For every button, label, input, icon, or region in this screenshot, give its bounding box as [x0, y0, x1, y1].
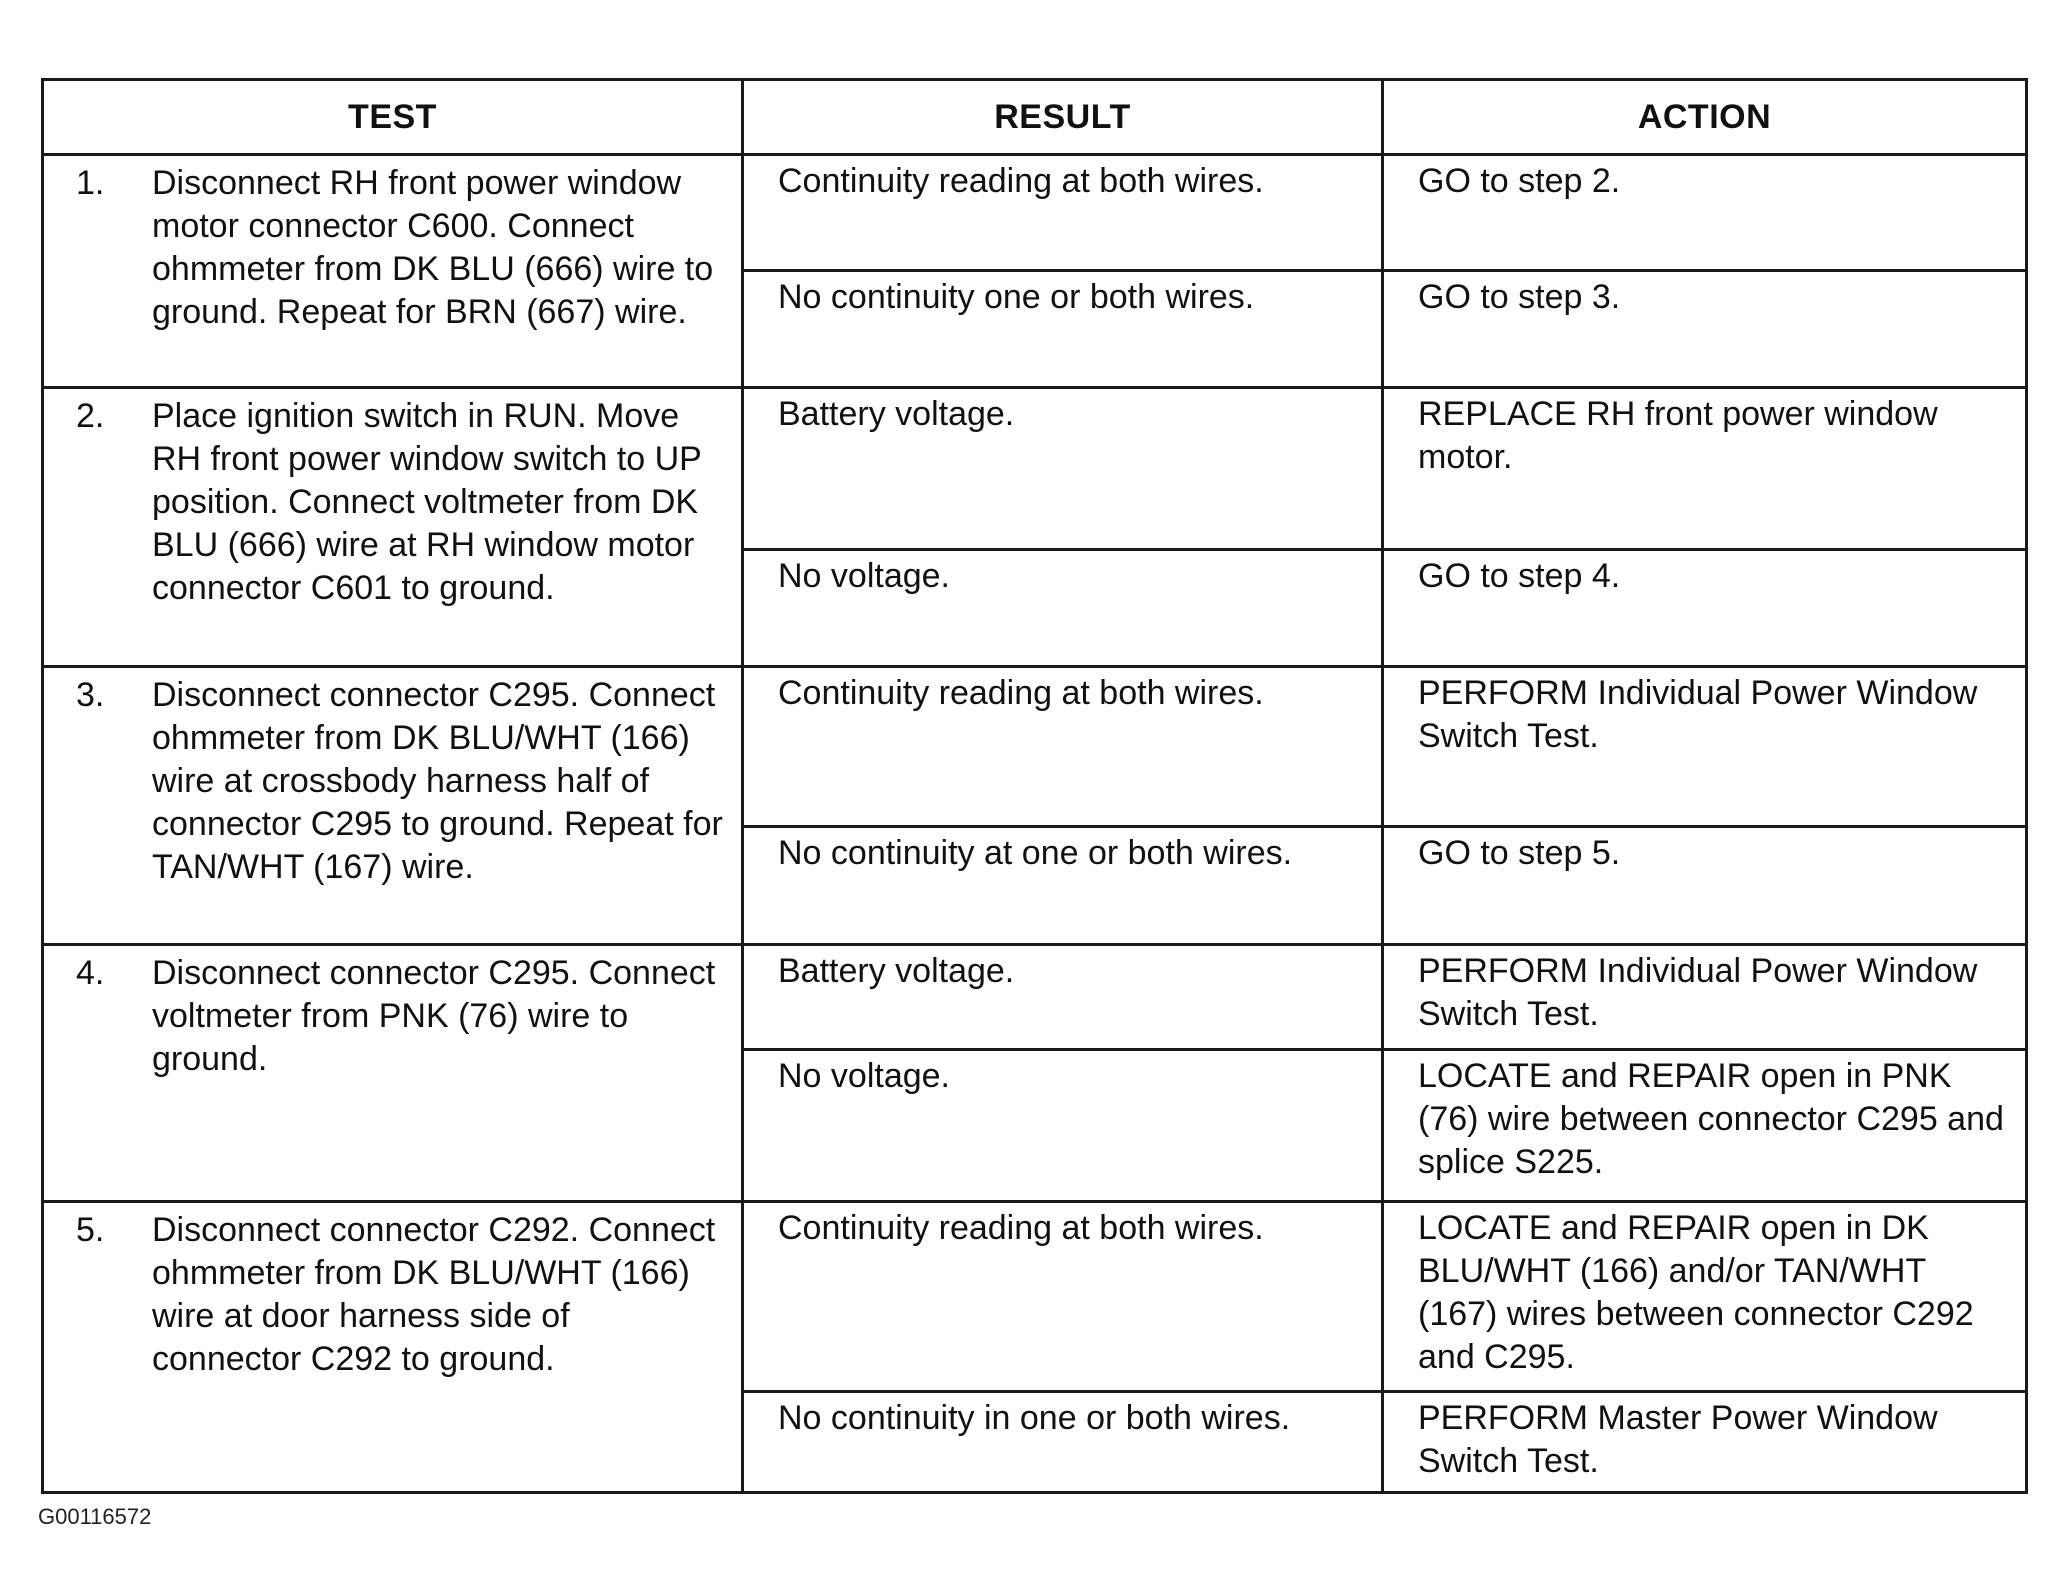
action-cell: [1383, 1202, 2027, 1392]
step-number: 4.: [76, 954, 105, 992]
test-cell: [43, 388, 743, 667]
action-cell: [1383, 550, 2027, 667]
result-cell: [743, 1050, 1383, 1202]
test-description: Disconnect connector C295. Connect ohmmeter from DK BLU/WHT (166) wire at crossbody harness half of connector C295 to ground. Repeat for TAN/WHT (167) wire.: [152, 676, 723, 886]
result-text: Continuity reading at both wires.: [778, 674, 1264, 712]
action-cell: [1383, 1392, 2027, 1493]
step-number: 5.: [76, 1211, 105, 1249]
result-cell: [743, 271, 1383, 388]
action-text: PERFORM Individual Power Window Switch Test.: [1418, 674, 1978, 755]
action-cell: [1383, 155, 2027, 271]
test-description: Place ignition switch in RUN. Move RH front power window switch to UP position. Connect voltmeter from DK BLU (666) wire at RH window motor connector C601 to ground.: [152, 397, 702, 607]
header-row: [43, 80, 2027, 155]
action-cell: [1383, 667, 2027, 827]
step-number: 2.: [76, 397, 105, 435]
action-text: PERFORM Individual Power Window Switch Test.: [1418, 952, 1978, 1033]
action-cell: [1383, 388, 2027, 550]
result-cell: [743, 388, 1383, 550]
result-cell: [743, 1202, 1383, 1392]
result-cell: [743, 1392, 1383, 1493]
result-text: Continuity reading at both wires.: [778, 1209, 1264, 1247]
action-cell: [1383, 271, 2027, 388]
action-cell: [1383, 827, 2027, 945]
result-cell: [743, 667, 1383, 827]
test-description: Disconnect connector C292. Connect ohmmeter from DK BLU/WHT (166) wire at door harness side of connector C292 to ground.: [152, 1211, 716, 1378]
header-action: ACTION: [1383, 80, 2027, 155]
action-cell: [1383, 1050, 2027, 1202]
result-text: Battery voltage.: [778, 952, 1015, 990]
test-cell: [43, 155, 743, 388]
table-row: [43, 155, 2027, 271]
test-cell: [43, 945, 743, 1202]
figure-code: G00116572: [38, 1504, 152, 1529]
test-cell: [43, 667, 743, 945]
action-text: LOCATE and REPAIR open in DK BLU/WHT (166) and/or TAN/WHT (167) wires between connector C292 and C295.: [1418, 1209, 1974, 1376]
result-text: No continuity in one or both wires.: [778, 1399, 1291, 1437]
result-cell: [743, 550, 1383, 667]
action-text: PERFORM Master Power Window Switch Test.: [1418, 1399, 1938, 1480]
action-text: GO to step 2.: [1418, 162, 1621, 200]
result-text: Battery voltage.: [778, 395, 1015, 433]
table-row: [43, 1202, 2027, 1392]
step-number: 1.: [76, 164, 105, 202]
table-row: [43, 945, 2027, 1050]
action-text: GO to step 4.: [1418, 557, 1621, 595]
result-text: No voltage.: [778, 557, 950, 595]
step-number: 3.: [76, 676, 105, 714]
result-text: No continuity one or both wires.: [778, 278, 1255, 316]
result-text: No voltage.: [778, 1057, 950, 1095]
test-description: Disconnect RH front power window motor connector C600. Connect ohmmeter from DK BLU (666) wire to ground. Repeat for BRN (667) wire.: [152, 164, 714, 331]
test-cell: [43, 1202, 743, 1493]
table-row: [43, 667, 2027, 827]
header-result: RESULT: [743, 80, 1383, 155]
header-test: TEST: [43, 80, 743, 155]
result-text: No continuity at one or both wires.: [778, 834, 1293, 872]
table-row: [43, 388, 2027, 550]
result-cell: [743, 155, 1383, 271]
diagnostic-table: [41, 78, 2028, 1494]
action-cell: [1383, 945, 2027, 1050]
result-cell: [743, 827, 1383, 945]
result-text: Continuity reading at both wires.: [778, 162, 1264, 200]
action-text: GO to step 3.: [1418, 278, 1621, 316]
action-text: GO to step 5.: [1418, 834, 1621, 872]
action-text: LOCATE and REPAIR open in PNK (76) wire between connector C295 and splice S225.: [1418, 1057, 2004, 1181]
test-description: Disconnect connector C295. Connect voltmeter from PNK (76) wire to ground.: [152, 954, 716, 1078]
result-cell: [743, 945, 1383, 1050]
action-text: REPLACE RH front power window motor.: [1418, 395, 1938, 476]
